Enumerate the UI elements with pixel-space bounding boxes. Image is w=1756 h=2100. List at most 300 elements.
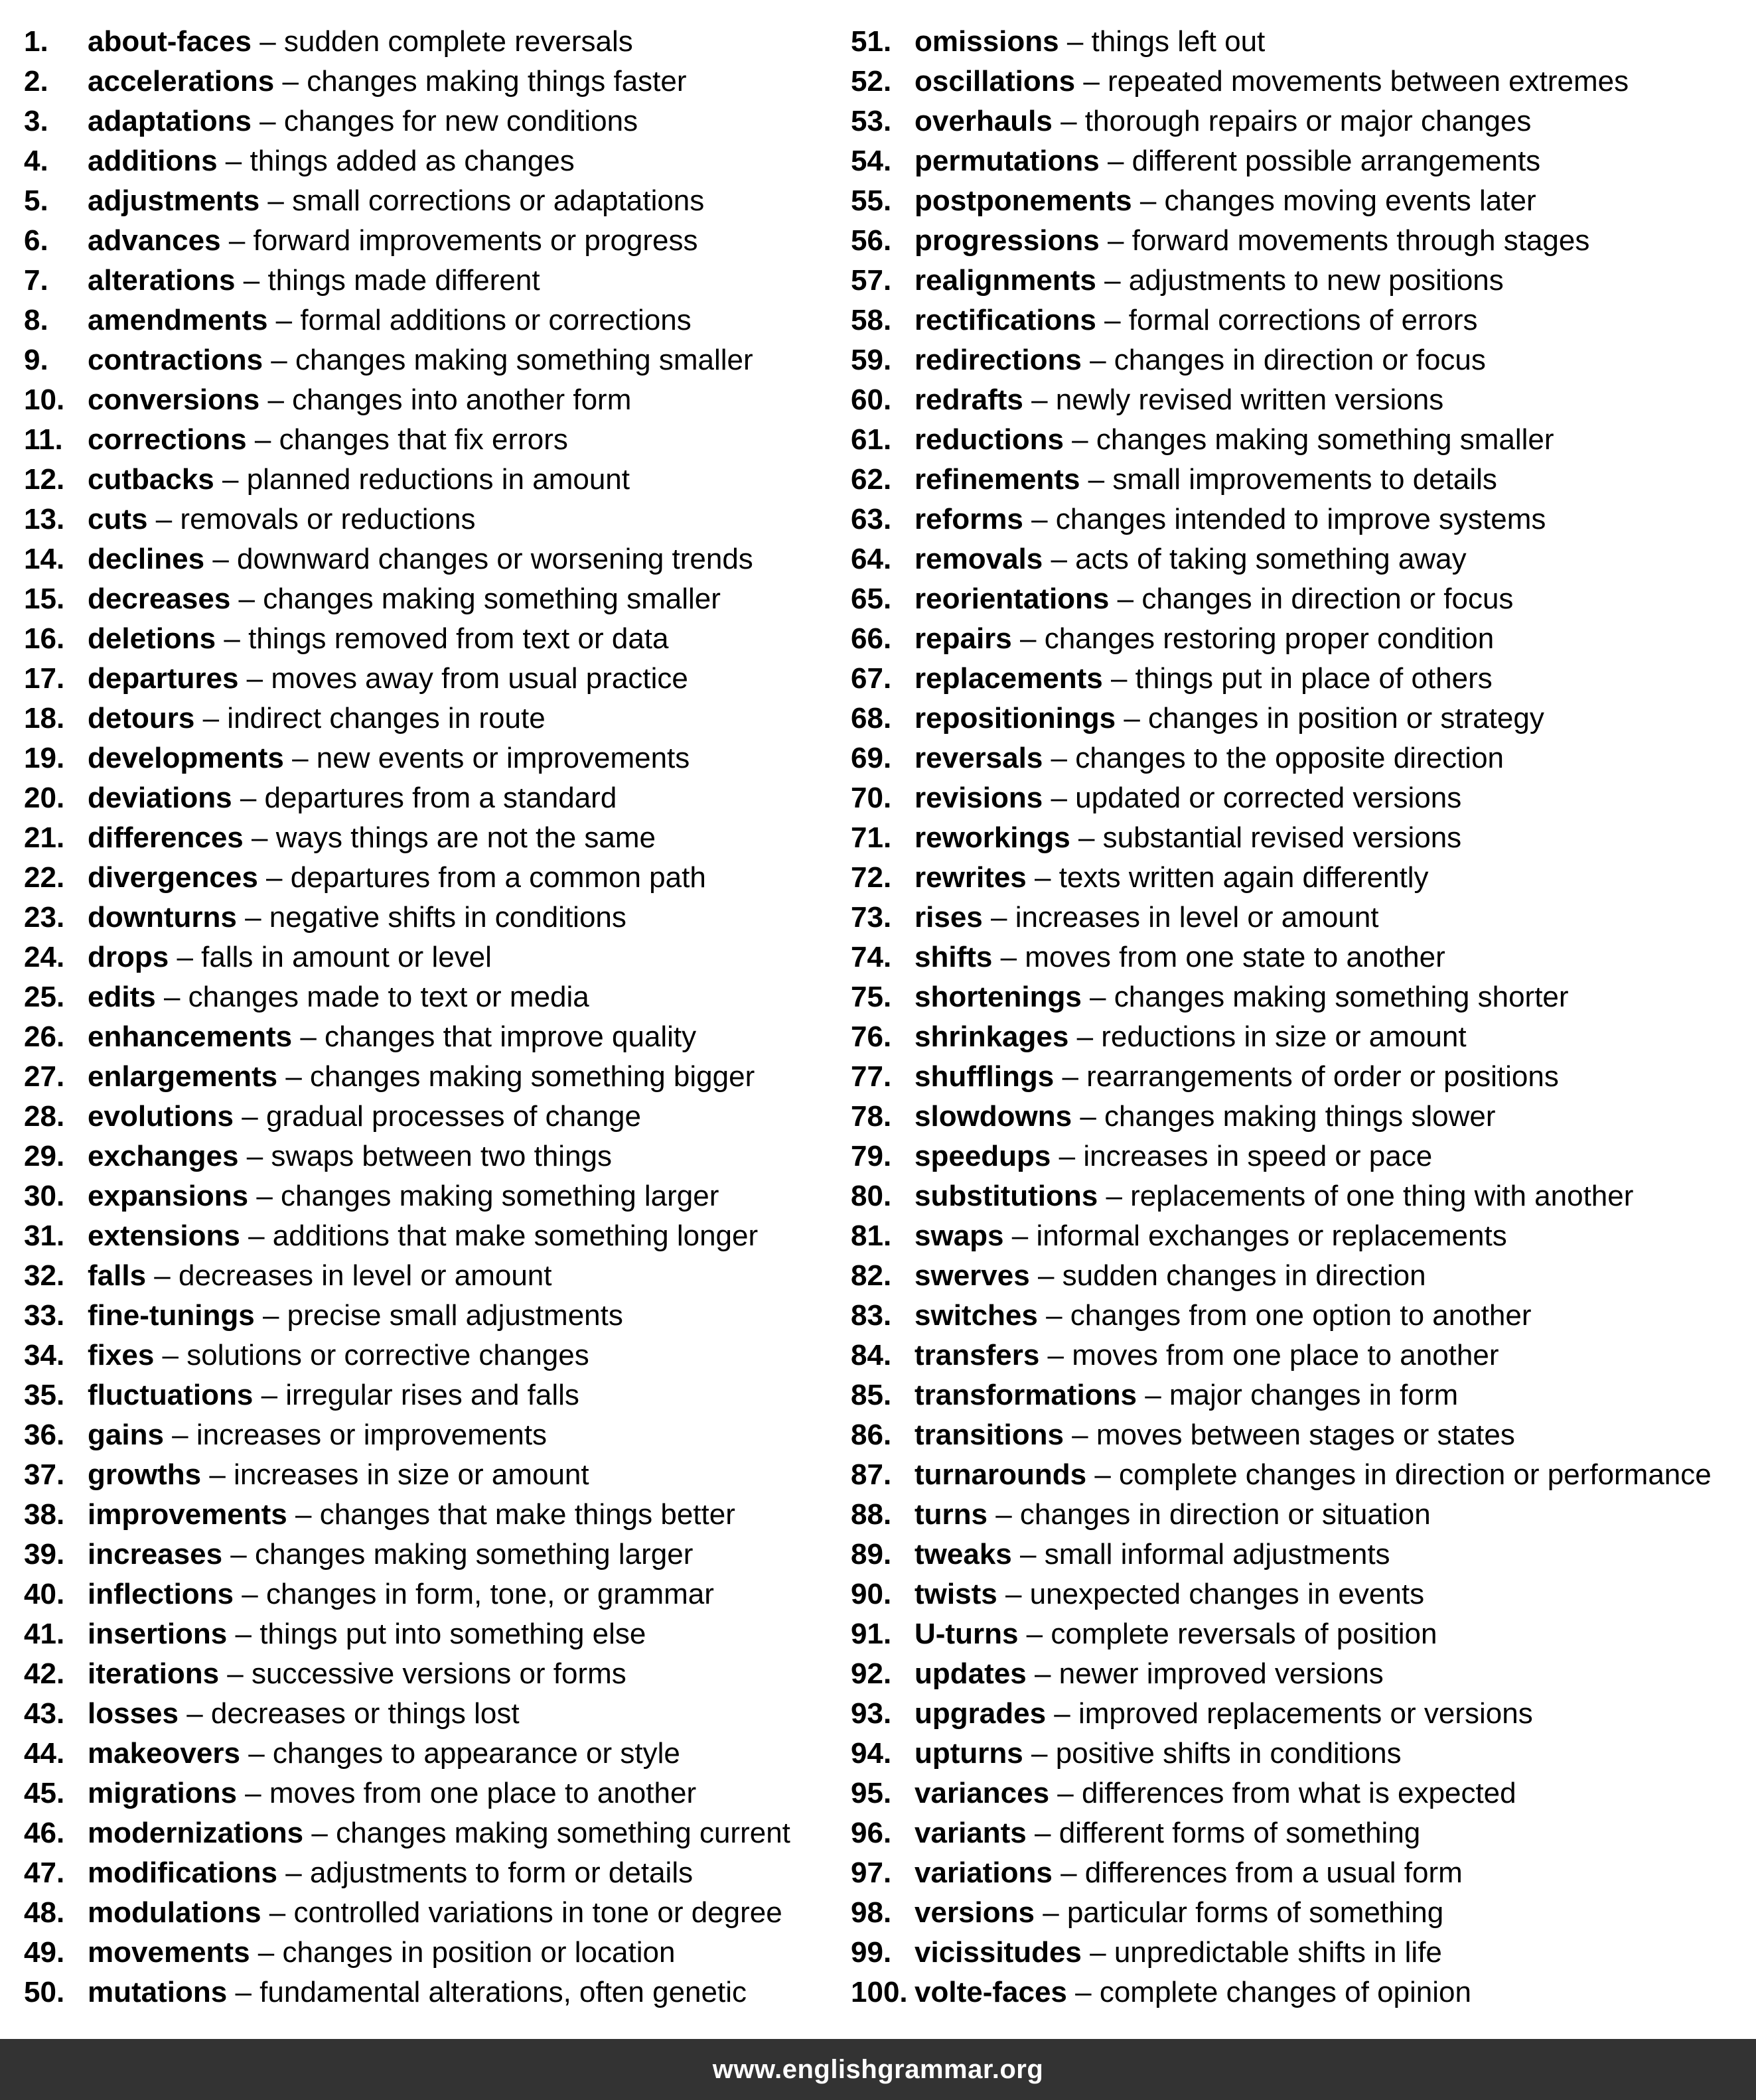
- item-definition: – changes making something larger: [230, 1538, 694, 1571]
- item-text: [88, 1734, 680, 1774]
- item-definition: – substantial revised versions: [1078, 821, 1462, 854]
- item-word: realignments: [915, 264, 1096, 297]
- item-definition: – departures from a standard: [240, 782, 617, 814]
- item-number: 44.: [24, 1737, 65, 1770]
- item-number: 17.: [24, 662, 65, 695]
- item-word: contractions: [88, 344, 263, 376]
- item-text: [88, 858, 706, 898]
- item-number: 6.: [24, 224, 48, 257]
- item-number: 76.: [851, 1020, 892, 1053]
- item-number: 98.: [851, 1896, 892, 1929]
- item-definition: – things put into something else: [235, 1618, 646, 1650]
- item-definition: – departures from a common path: [266, 861, 706, 894]
- item-word: redirections: [915, 344, 1082, 376]
- item-text: [88, 1415, 547, 1455]
- list-item: [24, 579, 834, 619]
- list-item: [24, 1296, 834, 1336]
- item-text: [88, 1296, 623, 1336]
- list-item: [24, 778, 834, 818]
- list-item: [24, 619, 834, 659]
- item-definition: – changes that improve quality: [300, 1020, 697, 1053]
- item-text: [915, 181, 1536, 221]
- list-item: [24, 738, 834, 778]
- item-text: [88, 380, 631, 420]
- item-text: [915, 1614, 1437, 1654]
- list-item: [24, 977, 834, 1017]
- item-definition: – ways things are not the same: [252, 821, 656, 854]
- item-definition: – rearrangements of order or positions: [1062, 1060, 1559, 1093]
- item-word: permutations: [915, 145, 1100, 177]
- list-item: [24, 938, 834, 977]
- item-definition: – decreases in level or amount: [154, 1259, 552, 1292]
- item-number: 47.: [24, 1856, 65, 1889]
- item-number: 49.: [24, 1936, 65, 1969]
- item-text: [88, 221, 698, 261]
- item-definition: – adjustments to new positions: [1104, 264, 1504, 297]
- item-text: [88, 699, 546, 738]
- list-item: [851, 141, 1756, 181]
- item-number: 21.: [24, 821, 65, 854]
- item-number: 94.: [851, 1737, 892, 1770]
- item-definition: – increases in speed or pace: [1059, 1140, 1433, 1172]
- item-text: [915, 141, 1540, 181]
- item-number: 96.: [851, 1817, 892, 1849]
- item-text: [88, 977, 589, 1017]
- item-definition: – additions that make something longer: [248, 1220, 759, 1252]
- item-number: 12.: [24, 463, 65, 496]
- item-text: [915, 1575, 1424, 1614]
- item-number: 93.: [851, 1697, 892, 1730]
- item-number: 54.: [851, 145, 892, 177]
- item-text: [915, 738, 1504, 778]
- item-number: 13.: [24, 503, 65, 535]
- list-item: [851, 1813, 1756, 1853]
- item-definition: – things left out: [1066, 25, 1266, 58]
- item-word: removals: [915, 543, 1043, 575]
- item-text: [915, 102, 1531, 141]
- item-word: reworkings: [915, 821, 1070, 854]
- item-word: upgrades: [915, 1697, 1047, 1730]
- item-word: omissions: [915, 25, 1059, 58]
- item-word: reforms: [915, 503, 1023, 535]
- list-item: [851, 221, 1756, 261]
- list-item: [24, 1694, 834, 1734]
- item-number: 25.: [24, 981, 65, 1013]
- item-word: rectifications: [915, 304, 1096, 336]
- item-definition: – positive shifts in conditions: [1031, 1737, 1402, 1770]
- item-word: variations: [915, 1856, 1053, 1889]
- item-word: decreases: [88, 583, 231, 615]
- item-number: 81.: [851, 1220, 892, 1252]
- item-definition: – changes in position or location: [257, 1936, 676, 1969]
- list-item: [851, 1455, 1756, 1495]
- item-number: 77.: [851, 1060, 892, 1093]
- item-number: 7.: [24, 264, 48, 297]
- item-definition: – negative shifts in conditions: [245, 901, 626, 934]
- item-number: 61.: [851, 423, 892, 456]
- list-item: [851, 738, 1756, 778]
- list-item: [851, 1057, 1756, 1097]
- item-number: 58.: [851, 304, 892, 336]
- list-item: [851, 380, 1756, 420]
- list-item: [851, 62, 1756, 102]
- item-number: 22.: [24, 861, 65, 894]
- list-item: [851, 1535, 1756, 1575]
- item-number: 4.: [24, 145, 48, 177]
- item-word: corrections: [88, 423, 247, 456]
- item-word: losses: [88, 1697, 179, 1730]
- item-text: [915, 977, 1569, 1017]
- footer-website-url[interactable]: www.englishgrammar.org: [712, 2054, 1044, 2084]
- list-item: [24, 1097, 834, 1137]
- item-word: adjustments: [88, 184, 260, 217]
- item-number: 63.: [851, 503, 892, 535]
- item-word: transformations: [915, 1379, 1137, 1411]
- item-word: mutations: [88, 1976, 228, 2008]
- item-number: 46.: [24, 1817, 65, 1849]
- item-definition: – things put in place of others: [1110, 662, 1493, 695]
- list-item: [24, 62, 834, 102]
- item-definition: – irregular rises and falls: [261, 1379, 579, 1411]
- item-number: 15.: [24, 583, 65, 615]
- item-number: 20.: [24, 782, 65, 814]
- item-definition: – changes making something bigger: [285, 1060, 755, 1093]
- item-text: [915, 221, 1589, 261]
- item-text: [915, 1137, 1432, 1176]
- item-definition: – things removed from text or data: [224, 622, 669, 655]
- list-item: [24, 1375, 834, 1415]
- item-text: [88, 659, 688, 699]
- item-definition: – different possible arrangements: [1107, 145, 1541, 177]
- item-word: detours: [88, 702, 195, 735]
- item-word: movements: [88, 1936, 250, 1969]
- item-word: shrinkages: [915, 1020, 1069, 1053]
- item-number: 55.: [851, 184, 892, 217]
- item-word: turnarounds: [915, 1458, 1087, 1491]
- item-text: [88, 1893, 782, 1933]
- item-word: U-turns: [915, 1618, 1019, 1650]
- list-item: [24, 659, 834, 699]
- item-definition: – small corrections or adaptations: [267, 184, 705, 217]
- item-number: 40.: [24, 1578, 65, 1610]
- list-item: [24, 1137, 834, 1176]
- item-word: conversions: [88, 384, 260, 416]
- item-word: cuts: [88, 503, 148, 535]
- list-item: [851, 1933, 1756, 1973]
- item-number: 50.: [24, 1976, 65, 2008]
- list-item: [851, 1575, 1756, 1614]
- list-item: [24, 102, 834, 141]
- item-word: additions: [88, 145, 218, 177]
- item-text: [915, 62, 1629, 102]
- item-number: 67.: [851, 662, 892, 695]
- item-text: [88, 1137, 612, 1176]
- item-text: [915, 1256, 1426, 1296]
- item-definition: – complete reversals of position: [1026, 1618, 1437, 1650]
- item-text: [88, 1176, 719, 1216]
- item-text: [915, 1495, 1431, 1535]
- item-definition: – downward changes or worsening trends: [212, 543, 753, 575]
- item-definition: – removals or reductions: [155, 503, 476, 535]
- word-list-column-right: [851, 22, 1756, 2012]
- list-item: [851, 539, 1756, 579]
- item-definition: – planned reductions in amount: [222, 463, 630, 496]
- item-number: 34.: [24, 1339, 65, 1371]
- item-word: extensions: [88, 1220, 240, 1252]
- item-number: 75.: [851, 981, 892, 1013]
- item-definition: – newer improved versions: [1034, 1657, 1384, 1690]
- item-word: fine-tunings: [88, 1299, 255, 1332]
- item-definition: – moves between stages or states: [1072, 1419, 1515, 1451]
- item-number: 2.: [24, 65, 48, 98]
- item-definition: – changes making things faster: [282, 65, 687, 98]
- list-item: [24, 301, 834, 340]
- list-item: [24, 1893, 834, 1933]
- item-text: [915, 460, 1497, 500]
- item-definition: – reductions in size or amount: [1076, 1020, 1467, 1053]
- item-word: refinements: [915, 463, 1080, 496]
- item-definition: – sudden changes in direction: [1037, 1259, 1426, 1292]
- item-number: 38.: [24, 1498, 65, 1531]
- item-number: 89.: [851, 1538, 892, 1571]
- item-number: 78.: [851, 1100, 892, 1133]
- item-text: [915, 1057, 1559, 1097]
- item-definition: – formal corrections of errors: [1104, 304, 1478, 336]
- item-definition: – unexpected changes in events: [1005, 1578, 1425, 1610]
- item-number: 5.: [24, 184, 48, 217]
- list-item: [851, 1893, 1756, 1933]
- item-word: enhancements: [88, 1020, 293, 1053]
- item-text: [915, 420, 1554, 460]
- list-item: [24, 1415, 834, 1455]
- item-text: [915, 1973, 1471, 2012]
- item-number: 56.: [851, 224, 892, 257]
- item-word: divergences: [88, 861, 258, 894]
- item-text: [88, 62, 687, 102]
- item-number: 69.: [851, 742, 892, 774]
- item-definition: – changes in direction or situation: [995, 1498, 1431, 1531]
- item-text: [915, 818, 1461, 858]
- item-text: [915, 539, 1467, 579]
- item-text: [915, 500, 1546, 539]
- item-definition: – moves from one place to another: [245, 1777, 697, 1809]
- list-item: [24, 500, 834, 539]
- item-word: declines: [88, 543, 205, 575]
- item-definition: – complete changes of opinion: [1075, 1976, 1471, 2008]
- item-word: swerves: [915, 1259, 1030, 1292]
- item-definition: – increases in size or amount: [209, 1458, 589, 1491]
- item-text: [915, 1375, 1458, 1415]
- list-item: [24, 898, 834, 938]
- list-item: [851, 1495, 1756, 1535]
- item-word: transitions: [915, 1419, 1064, 1451]
- item-number: 31.: [24, 1220, 65, 1252]
- item-number: 99.: [851, 1936, 892, 1969]
- item-text: [915, 1853, 1463, 1893]
- list-item: [851, 1734, 1756, 1774]
- item-word: downturns: [88, 901, 237, 934]
- item-text: [88, 1853, 693, 1893]
- item-text: [915, 380, 1443, 420]
- item-text: [88, 1057, 755, 1097]
- item-text: [915, 1176, 1633, 1216]
- item-text: [915, 1415, 1515, 1455]
- item-word: replacements: [915, 662, 1103, 695]
- item-number: 91.: [851, 1618, 892, 1650]
- item-definition: – acts of taking something away: [1051, 543, 1467, 575]
- item-definition: – controlled variations in tone or degree: [269, 1896, 782, 1929]
- item-number: 95.: [851, 1777, 892, 1809]
- list-item: [851, 1614, 1756, 1654]
- item-text: [88, 500, 475, 539]
- list-item: [24, 380, 834, 420]
- item-number: 68.: [851, 702, 892, 735]
- list-item: [851, 1137, 1756, 1176]
- item-definition: – unpredictable shifts in life: [1090, 1936, 1442, 1969]
- item-word: switches: [915, 1299, 1038, 1332]
- item-definition: – changes in position or strategy: [1124, 702, 1544, 735]
- item-text: [88, 898, 626, 938]
- list-item: [851, 1853, 1756, 1893]
- list-item: [24, 1654, 834, 1694]
- item-number: 83.: [851, 1299, 892, 1332]
- item-word: modifications: [88, 1856, 278, 1889]
- item-number: 52.: [851, 65, 892, 98]
- item-text: [88, 1455, 589, 1495]
- item-number: 86.: [851, 1419, 892, 1451]
- item-text: [88, 1694, 520, 1734]
- list-item: [851, 1375, 1756, 1415]
- list-item: [851, 261, 1756, 301]
- item-number: 84.: [851, 1339, 892, 1371]
- list-item: [851, 778, 1756, 818]
- item-number: 57.: [851, 264, 892, 297]
- item-definition: – newly revised written versions: [1031, 384, 1444, 416]
- list-item: [851, 619, 1756, 659]
- item-number: 59.: [851, 344, 892, 376]
- footer-bar: [0, 2039, 1756, 2100]
- item-definition: – major changes in form: [1145, 1379, 1459, 1411]
- item-definition: – changes to the opposite direction: [1051, 742, 1504, 774]
- item-definition: – changes making something smaller: [238, 583, 721, 615]
- list-item: [851, 818, 1756, 858]
- list-item: [24, 420, 834, 460]
- item-text: [915, 301, 1478, 340]
- item-text: [88, 738, 690, 778]
- item-number: 70.: [851, 782, 892, 814]
- item-text: [88, 619, 669, 659]
- item-text: [88, 261, 540, 301]
- list-item: [24, 1495, 834, 1535]
- item-number: 3.: [24, 105, 48, 137]
- item-text: [88, 1813, 790, 1853]
- item-word: edits: [88, 981, 156, 1013]
- list-item: [24, 1973, 834, 2012]
- item-definition: – moves away from usual practice: [246, 662, 688, 695]
- item-number: 29.: [24, 1140, 65, 1172]
- item-text: [915, 1097, 1495, 1137]
- list-item: [851, 1336, 1756, 1375]
- item-number: 74.: [851, 941, 892, 973]
- item-number: 30.: [24, 1180, 65, 1212]
- item-word: shufflings: [915, 1060, 1055, 1093]
- word-list-column-left: [24, 22, 834, 2012]
- item-number: 90.: [851, 1578, 892, 1610]
- item-word: growths: [88, 1458, 202, 1491]
- item-definition: – changes for new conditions: [259, 105, 638, 137]
- item-text: [88, 181, 704, 221]
- list-item: [24, 1774, 834, 1813]
- list-item: [24, 1256, 834, 1296]
- item-definition: – changes making something current: [311, 1817, 790, 1849]
- item-text: [88, 1535, 693, 1575]
- item-word: turns: [915, 1498, 988, 1531]
- item-number: 45.: [24, 1777, 65, 1809]
- item-word: iterations: [88, 1657, 220, 1690]
- item-definition: – changes making something smaller: [1072, 423, 1554, 456]
- item-word: amendments: [88, 304, 268, 336]
- item-text: [88, 1256, 552, 1296]
- item-text: [88, 539, 753, 579]
- item-definition: – successive versions or forms: [227, 1657, 626, 1690]
- item-word: modernizations: [88, 1817, 304, 1849]
- list-item: [851, 460, 1756, 500]
- item-number: 43.: [24, 1697, 65, 1730]
- list-item: [851, 938, 1756, 977]
- item-definition: – decreases or things lost: [186, 1697, 520, 1730]
- item-word: fluctuations: [88, 1379, 254, 1411]
- item-definition: – changes that fix errors: [254, 423, 568, 456]
- item-text: [88, 460, 630, 500]
- list-item: [851, 977, 1756, 1017]
- item-word: modulations: [88, 1896, 261, 1929]
- item-word: oscillations: [915, 65, 1076, 98]
- item-word: volte-faces: [915, 1976, 1067, 2008]
- item-number: 71.: [851, 821, 892, 854]
- item-definition: – swaps between two things: [246, 1140, 613, 1172]
- item-word: tweaks: [915, 1538, 1012, 1571]
- list-item: [24, 181, 834, 221]
- list-item: [24, 1057, 834, 1097]
- item-number: 92.: [851, 1657, 892, 1690]
- item-definition: – increases in level or amount: [991, 901, 1379, 934]
- item-word: makeovers: [88, 1737, 240, 1770]
- item-number: 26.: [24, 1020, 65, 1053]
- list-item: [851, 500, 1756, 539]
- item-number: 1.: [24, 25, 48, 58]
- item-text: [915, 1893, 1443, 1933]
- item-number: 42.: [24, 1657, 65, 1690]
- item-number: 18.: [24, 702, 65, 735]
- item-definition: – changes intended to improve systems: [1031, 503, 1546, 535]
- item-number: 100.: [851, 1976, 908, 2008]
- item-number: 51.: [851, 25, 892, 58]
- list-item: [851, 22, 1756, 62]
- item-text: [915, 22, 1265, 62]
- item-number: 66.: [851, 622, 892, 655]
- item-word: substitutions: [915, 1180, 1098, 1212]
- item-definition: – small improvements to details: [1088, 463, 1497, 496]
- item-number: 35.: [24, 1379, 65, 1411]
- item-number: 28.: [24, 1100, 65, 1133]
- list-item: [24, 1455, 834, 1495]
- item-text: [915, 938, 1445, 977]
- item-word: rewrites: [915, 861, 1027, 894]
- item-definition: – differences from what is expected: [1057, 1777, 1516, 1809]
- list-item: [24, 1933, 834, 1973]
- list-item: [851, 1216, 1756, 1256]
- item-definition: – thorough repairs or major changes: [1061, 105, 1532, 137]
